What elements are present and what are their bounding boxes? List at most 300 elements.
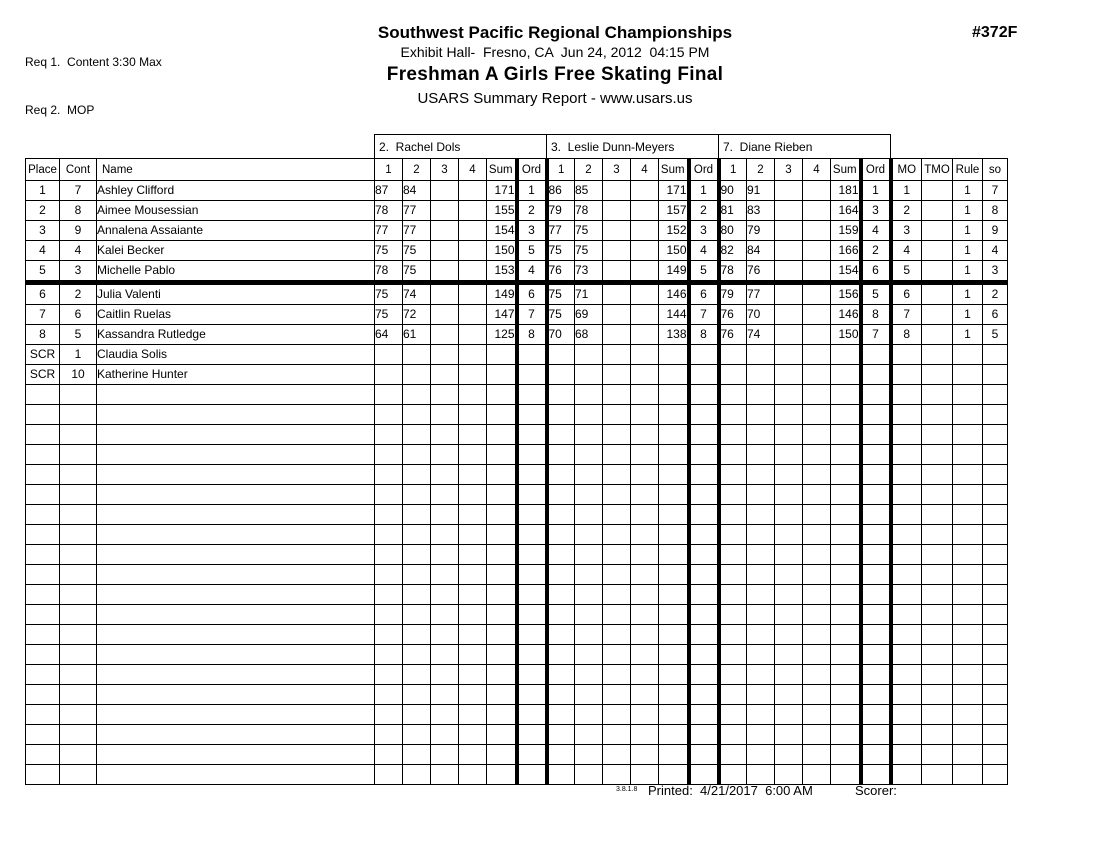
cell-s bbox=[547, 425, 575, 445]
cell-place bbox=[26, 445, 60, 465]
cell-sum bbox=[487, 465, 517, 485]
table-row bbox=[26, 585, 1008, 605]
column-header-sum: Sum bbox=[659, 159, 689, 181]
cell-s bbox=[431, 485, 459, 505]
cell-sum bbox=[831, 745, 861, 765]
cell-place: SCR bbox=[26, 345, 60, 365]
cell-s bbox=[547, 725, 575, 745]
table-row bbox=[26, 445, 1008, 465]
cell-s: 90 bbox=[719, 181, 747, 201]
cell-s bbox=[547, 485, 575, 505]
cell-tmo bbox=[922, 425, 953, 445]
cell-s bbox=[459, 685, 487, 705]
cell-s bbox=[719, 465, 747, 485]
column-header-score3: 3 bbox=[431, 159, 459, 181]
cell-ord: 8 bbox=[517, 325, 547, 345]
cell-place bbox=[26, 765, 60, 785]
cell-s bbox=[803, 385, 831, 405]
cell-ord: 1 bbox=[517, 181, 547, 201]
cell-s bbox=[603, 725, 631, 745]
cell-s bbox=[575, 525, 603, 545]
cell-s bbox=[631, 705, 659, 725]
table-row bbox=[26, 261, 1008, 283]
cell-s bbox=[719, 665, 747, 685]
cell-place bbox=[26, 385, 60, 405]
cell-sum: 150 bbox=[659, 241, 689, 261]
cell-ord bbox=[689, 445, 719, 465]
cell-mo: 4 bbox=[891, 241, 922, 261]
cell-ord bbox=[861, 485, 891, 505]
cell-mo bbox=[891, 605, 922, 625]
cell-so bbox=[983, 425, 1008, 445]
cell-s bbox=[775, 345, 803, 365]
cell-tmo bbox=[922, 665, 953, 685]
cell-mo: 6 bbox=[891, 283, 922, 305]
cell-so bbox=[983, 685, 1008, 705]
cell-s bbox=[459, 405, 487, 425]
cell-rule bbox=[953, 425, 983, 445]
cell-s bbox=[431, 625, 459, 645]
cell-s bbox=[719, 545, 747, 565]
table-row bbox=[26, 241, 1008, 261]
cell-s bbox=[375, 525, 403, 545]
cell-s bbox=[375, 345, 403, 365]
cell-s bbox=[459, 241, 487, 261]
cell-ord: 3 bbox=[861, 201, 891, 221]
cell-sum bbox=[487, 605, 517, 625]
cell-sum bbox=[659, 425, 689, 445]
cell-s bbox=[375, 425, 403, 445]
cell-place bbox=[26, 405, 60, 425]
cell-sum bbox=[659, 365, 689, 385]
table-row bbox=[26, 625, 1008, 645]
cell-s bbox=[547, 365, 575, 385]
cell-s bbox=[803, 645, 831, 665]
cell-ord bbox=[861, 505, 891, 525]
cell-s bbox=[403, 505, 431, 525]
cell-s bbox=[803, 465, 831, 485]
cell-sum bbox=[487, 585, 517, 605]
cell-sum bbox=[831, 585, 861, 605]
cell-s bbox=[747, 705, 775, 725]
cell-s bbox=[775, 305, 803, 325]
cell-ord: 4 bbox=[517, 261, 547, 283]
cell-ord bbox=[517, 745, 547, 765]
table-row bbox=[26, 725, 1008, 745]
cell-name bbox=[97, 705, 375, 725]
cell-place bbox=[26, 465, 60, 485]
cell-mo: 8 bbox=[891, 325, 922, 345]
cell-ord: 6 bbox=[689, 283, 719, 305]
table-row bbox=[26, 665, 1008, 685]
cell-rule: 1 bbox=[953, 201, 983, 221]
cell-s: 70 bbox=[747, 305, 775, 325]
table-row bbox=[26, 745, 1008, 765]
cell-ord bbox=[861, 765, 891, 785]
cell-ord bbox=[689, 685, 719, 705]
cell-s bbox=[631, 505, 659, 525]
cell-s bbox=[459, 445, 487, 465]
table-row bbox=[26, 345, 1008, 365]
cell-so bbox=[983, 465, 1008, 485]
cell-s bbox=[459, 181, 487, 201]
cell-s bbox=[431, 221, 459, 241]
cell-mo: 5 bbox=[891, 261, 922, 283]
cell-sum: 152 bbox=[659, 221, 689, 241]
cell-cont: 9 bbox=[60, 221, 97, 241]
cell-s bbox=[603, 665, 631, 685]
column-header-score3: 3 bbox=[775, 159, 803, 181]
cell-ord bbox=[517, 705, 547, 725]
cell-s bbox=[403, 725, 431, 745]
cell-s bbox=[459, 645, 487, 665]
cell-s: 81 bbox=[719, 201, 747, 221]
cell-sum bbox=[831, 545, 861, 565]
cell-s bbox=[747, 665, 775, 685]
cell-s bbox=[719, 625, 747, 645]
cell-s bbox=[575, 745, 603, 765]
cell-s bbox=[375, 625, 403, 645]
cell-rule bbox=[953, 585, 983, 605]
cell-s bbox=[459, 283, 487, 305]
cell-s bbox=[575, 505, 603, 525]
cell-s bbox=[803, 705, 831, 725]
cell-sum bbox=[659, 445, 689, 465]
cell-s bbox=[631, 565, 659, 585]
cell-s bbox=[747, 725, 775, 745]
cell-s bbox=[403, 485, 431, 505]
column-header-score2: 2 bbox=[575, 159, 603, 181]
cell-s bbox=[575, 645, 603, 665]
cell-s bbox=[775, 725, 803, 745]
cell-ord bbox=[689, 345, 719, 365]
cell-s bbox=[603, 261, 631, 283]
cell-sum bbox=[659, 565, 689, 585]
cell-ord bbox=[517, 485, 547, 505]
cell-s: 79 bbox=[547, 201, 575, 221]
cell-s bbox=[631, 685, 659, 705]
cell-s bbox=[547, 465, 575, 485]
cell-s bbox=[719, 345, 747, 365]
cell-place bbox=[26, 645, 60, 665]
cell-name: Claudia Solis bbox=[97, 345, 375, 365]
cell-ord bbox=[861, 565, 891, 585]
cell-s bbox=[775, 765, 803, 785]
cell-so bbox=[983, 565, 1008, 585]
cell-s bbox=[719, 485, 747, 505]
cell-ord bbox=[689, 545, 719, 565]
cell-s bbox=[459, 505, 487, 525]
cell-ord bbox=[517, 465, 547, 485]
cell-s bbox=[631, 545, 659, 565]
cell-s bbox=[431, 765, 459, 785]
cell-place bbox=[26, 625, 60, 645]
judge-row-spacer-left bbox=[26, 135, 375, 159]
cell-s bbox=[631, 283, 659, 305]
cell-name bbox=[97, 605, 375, 625]
cell-ord bbox=[689, 425, 719, 445]
cell-s bbox=[375, 585, 403, 605]
cell-so: 9 bbox=[983, 221, 1008, 241]
cell-ord bbox=[861, 385, 891, 405]
cell-mo bbox=[891, 465, 922, 485]
cell-ord bbox=[861, 345, 891, 365]
cell-s bbox=[747, 505, 775, 525]
cell-s bbox=[403, 605, 431, 625]
cell-s bbox=[747, 685, 775, 705]
cell-ord bbox=[689, 605, 719, 625]
cell-tmo bbox=[922, 645, 953, 665]
cell-s: 75 bbox=[375, 283, 403, 305]
cell-s bbox=[431, 425, 459, 445]
cell-cont bbox=[60, 685, 97, 705]
cell-rule bbox=[953, 445, 983, 465]
cell-s bbox=[575, 425, 603, 445]
cell-ord bbox=[861, 545, 891, 565]
cell-rule bbox=[953, 405, 983, 425]
cell-so bbox=[983, 665, 1008, 685]
cell-ord: 4 bbox=[861, 221, 891, 241]
cell-tmo bbox=[922, 605, 953, 625]
cell-sum bbox=[659, 625, 689, 645]
cell-sum bbox=[487, 485, 517, 505]
cell-rule bbox=[953, 505, 983, 525]
cell-ord: 5 bbox=[689, 261, 719, 283]
cell-s bbox=[547, 585, 575, 605]
cell-s bbox=[403, 565, 431, 585]
cell-s: 79 bbox=[747, 221, 775, 241]
cell-s bbox=[775, 325, 803, 345]
cell-s: 68 bbox=[575, 325, 603, 345]
cell-s bbox=[603, 465, 631, 485]
cell-s bbox=[631, 405, 659, 425]
cell-cont bbox=[60, 445, 97, 465]
cell-s bbox=[547, 665, 575, 685]
cell-s bbox=[631, 625, 659, 645]
cell-mo bbox=[891, 765, 922, 785]
cell-ord bbox=[689, 745, 719, 765]
cell-s bbox=[375, 605, 403, 625]
cell-ord bbox=[517, 625, 547, 645]
cell-sum: 149 bbox=[659, 261, 689, 283]
cell-s bbox=[747, 605, 775, 625]
cell-s bbox=[459, 725, 487, 745]
cell-rule: 1 bbox=[953, 325, 983, 345]
cell-s bbox=[803, 685, 831, 705]
cell-sum bbox=[659, 705, 689, 725]
cell-s bbox=[547, 565, 575, 585]
cell-ord: 7 bbox=[861, 325, 891, 345]
cell-mo bbox=[891, 545, 922, 565]
cell-ord bbox=[517, 605, 547, 625]
cell-tmo bbox=[922, 685, 953, 705]
cell-ord bbox=[861, 445, 891, 465]
cell-s bbox=[803, 725, 831, 745]
cell-s bbox=[719, 765, 747, 785]
cell-s bbox=[403, 625, 431, 645]
cell-s bbox=[603, 585, 631, 605]
cell-ord: 6 bbox=[517, 283, 547, 305]
cell-sum bbox=[487, 565, 517, 585]
column-header-ord: Ord bbox=[861, 159, 891, 181]
cell-s bbox=[719, 445, 747, 465]
column-header-sum: Sum bbox=[831, 159, 861, 181]
cell-s bbox=[775, 201, 803, 221]
cell-s bbox=[631, 745, 659, 765]
cell-ord bbox=[517, 685, 547, 705]
cell-mo bbox=[891, 365, 922, 385]
cell-s bbox=[631, 365, 659, 385]
cell-sum bbox=[487, 765, 517, 785]
cell-s bbox=[775, 465, 803, 485]
cell-so bbox=[983, 645, 1008, 665]
cell-s: 76 bbox=[747, 261, 775, 283]
cell-sum: 147 bbox=[487, 305, 517, 325]
cell-s bbox=[403, 365, 431, 385]
cell-s bbox=[547, 705, 575, 725]
table-row bbox=[26, 685, 1008, 705]
cell-sum bbox=[831, 485, 861, 505]
cell-s bbox=[431, 305, 459, 325]
cell-sum bbox=[487, 645, 517, 665]
cell-s bbox=[747, 765, 775, 785]
cell-name: Aimee Mousessian bbox=[97, 201, 375, 221]
cell-so: 5 bbox=[983, 325, 1008, 345]
cell-s bbox=[403, 445, 431, 465]
cell-s bbox=[803, 261, 831, 283]
cell-s bbox=[431, 201, 459, 221]
cell-s bbox=[603, 181, 631, 201]
cell-cont: 2 bbox=[60, 283, 97, 305]
cell-s bbox=[547, 445, 575, 465]
column-header-score2: 2 bbox=[747, 159, 775, 181]
cell-so: 3 bbox=[983, 261, 1008, 283]
cell-rule: 1 bbox=[953, 305, 983, 325]
cell-ord bbox=[861, 705, 891, 725]
cell-sum: 171 bbox=[659, 181, 689, 201]
column-header-sum: Sum bbox=[487, 159, 517, 181]
column-header-score1: 1 bbox=[375, 159, 403, 181]
cell-ord bbox=[689, 365, 719, 385]
table-row bbox=[26, 305, 1008, 325]
cell-cont bbox=[60, 725, 97, 745]
cell-ord bbox=[689, 645, 719, 665]
cell-sum: 171 bbox=[487, 181, 517, 201]
cell-place bbox=[26, 545, 60, 565]
cell-place: 6 bbox=[26, 283, 60, 305]
cell-s bbox=[775, 745, 803, 765]
cell-s bbox=[631, 525, 659, 545]
cell-cont bbox=[60, 705, 97, 725]
cell-s bbox=[803, 345, 831, 365]
cell-s bbox=[631, 425, 659, 445]
cell-tmo bbox=[922, 365, 953, 385]
cell-s bbox=[719, 385, 747, 405]
cell-s: 75 bbox=[547, 305, 575, 325]
cell-mo: 7 bbox=[891, 305, 922, 325]
cell-s bbox=[547, 685, 575, 705]
cell-place: 7 bbox=[26, 305, 60, 325]
cell-s bbox=[403, 545, 431, 565]
cell-so bbox=[983, 345, 1008, 365]
cell-rule: 1 bbox=[953, 261, 983, 283]
cell-so bbox=[983, 745, 1008, 765]
cell-s bbox=[375, 685, 403, 705]
cell-s bbox=[431, 705, 459, 725]
cell-sum: 159 bbox=[831, 221, 861, 241]
cell-ord bbox=[517, 405, 547, 425]
cell-s bbox=[631, 345, 659, 365]
cell-s bbox=[459, 345, 487, 365]
cell-s bbox=[603, 525, 631, 545]
cell-s bbox=[575, 585, 603, 605]
req-line-2: Req 2. MOP bbox=[25, 103, 95, 117]
cell-s bbox=[603, 425, 631, 445]
cell-tmo bbox=[922, 305, 953, 325]
cell-s bbox=[603, 405, 631, 425]
cell-name bbox=[97, 645, 375, 665]
cell-s bbox=[459, 545, 487, 565]
cell-sum bbox=[831, 625, 861, 645]
cell-s bbox=[403, 425, 431, 445]
cell-tmo bbox=[922, 241, 953, 261]
report-type-line: USARS Summary Report - www.usars.us bbox=[417, 90, 693, 107]
cell-s bbox=[775, 685, 803, 705]
cell-ord: 5 bbox=[517, 241, 547, 261]
cell-cont bbox=[60, 525, 97, 545]
cell-s bbox=[803, 325, 831, 345]
cell-s bbox=[775, 241, 803, 261]
judge-header-row bbox=[26, 135, 1008, 159]
event-title: Freshman A Girls Free Skating Final bbox=[386, 64, 724, 85]
cell-s bbox=[631, 765, 659, 785]
cell-s bbox=[431, 565, 459, 585]
cell-s: 82 bbox=[719, 241, 747, 261]
cell-rule bbox=[953, 725, 983, 745]
table-row bbox=[26, 485, 1008, 505]
cell-sum bbox=[487, 705, 517, 725]
cell-sum bbox=[487, 345, 517, 365]
cell-s bbox=[459, 565, 487, 585]
cell-sum: 164 bbox=[831, 201, 861, 221]
cell-s bbox=[403, 585, 431, 605]
cell-rule bbox=[953, 605, 983, 625]
cell-sum bbox=[487, 725, 517, 745]
cell-s bbox=[375, 445, 403, 465]
cell-s bbox=[575, 625, 603, 645]
cell-name bbox=[97, 585, 375, 605]
cell-ord bbox=[517, 385, 547, 405]
cell-s: 87 bbox=[375, 181, 403, 201]
cell-s: 75 bbox=[547, 241, 575, 261]
cell-s bbox=[775, 445, 803, 465]
cell-so: 4 bbox=[983, 241, 1008, 261]
cell-ord bbox=[861, 685, 891, 705]
cell-s bbox=[575, 485, 603, 505]
cell-mo bbox=[891, 385, 922, 405]
cell-sum bbox=[831, 385, 861, 405]
req-line-1: Req 1. Content 3:30 Max bbox=[25, 55, 162, 69]
cell-s bbox=[603, 545, 631, 565]
cell-s bbox=[459, 525, 487, 545]
cell-so: 8 bbox=[983, 201, 1008, 221]
cell-s bbox=[631, 305, 659, 325]
cell-sum bbox=[487, 405, 517, 425]
cell-s bbox=[719, 405, 747, 425]
cell-ord bbox=[861, 425, 891, 445]
cell-sum bbox=[659, 665, 689, 685]
cell-sum: 150 bbox=[487, 241, 517, 261]
